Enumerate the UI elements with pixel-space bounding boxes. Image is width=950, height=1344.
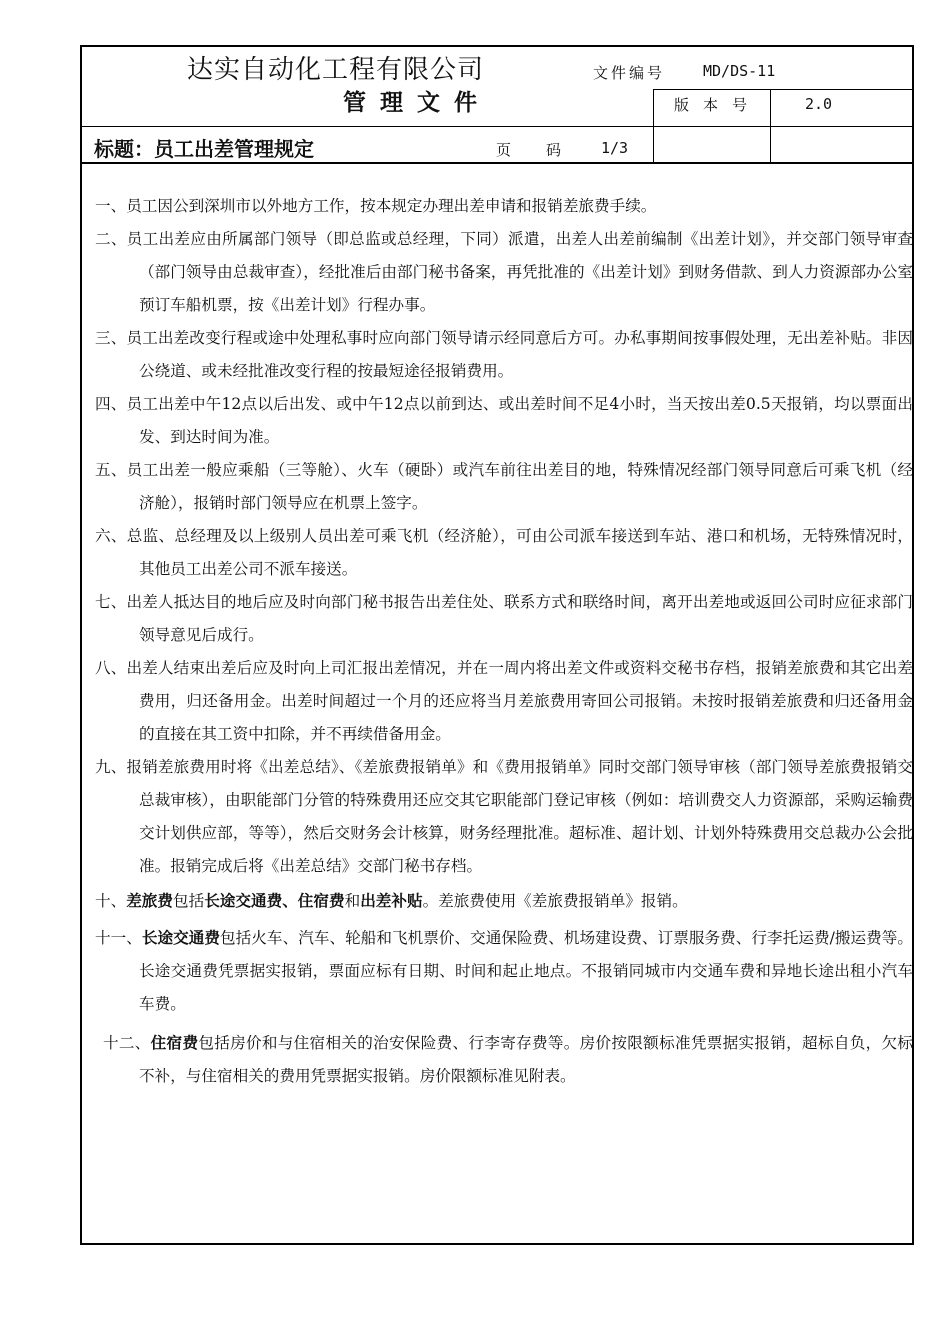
paragraph-10: [95, 885, 913, 918]
paragraph-1: 一、员工因公到深圳市以外地方工作，按本规定办理出差申请和报销差旅费手续。: [95, 197, 657, 215]
header-bottom-line: [80, 162, 914, 164]
file-number-value: MD/DS-11: [703, 62, 776, 80]
p12-term-lodging: 住宿费: [150, 1034, 199, 1052]
header-row-line-2: [653, 126, 914, 127]
p11-text: 包括火车、汽车、轮船和飞机票价、交通保险费、机场建设费、订票服务费、行李托运费/搬运费等。长途交通费凭票据实报销，票面应标有日期、时间和起止地点。不报销同城市内交通车费和异地长途出租小汽车车费。: [139, 929, 913, 1013]
paragraph-3: 三、员工出差改变行程或途中处理私事时应向部门领导请示经同意后方可。办私事期间按事假处理，无出差补贴。非因公绕道、或未经批准改变行程的按最短途径报销费用。: [95, 329, 913, 380]
page-number: 1/3: [601, 139, 629, 157]
paragraph-12: [95, 1027, 913, 1093]
p10-text-3: 。差旅费使用《差旅费报销单》报销。: [422, 892, 688, 910]
p10-text-1: 包括: [173, 892, 205, 910]
p10-term-travel-expense: 差旅费: [126, 892, 173, 910]
header-title-line: [80, 126, 653, 127]
p10-term-allowance: 出差补贴: [360, 892, 423, 910]
paragraph-4: 四、员工出差中午12点以后出发、或中午12点以前到达、或出差时间不足4小时，当天按出差0.5天报销，均以票面出发、到达时间为准。: [95, 395, 913, 446]
p10-separator: 、: [282, 892, 298, 910]
paragraph-11: [95, 922, 913, 1021]
p10-term-transport: 长途交通费: [204, 892, 283, 910]
version-label: 版本号: [674, 96, 762, 114]
paragraph-8: 八、出差人结束出差后应及时向上司汇报出差情况，并在一周内将出差文件或资料交秘书存档，报销差旅费和其它出差费用，归还备用金。出差时间超过一个月的还应将当月差旅费用寄回公司报销。未按时报销差旅费和归还备用金的直接在其工资中扣除，并不再续借备用金。: [95, 659, 913, 743]
paragraph-2: 二、员工出差应由所属部门领导（即总监或总经理，下同）派遣，出差人出差前编制《出差计划》，并交部门领导审查（部门领导由总裁审查），经批准后由部门秘书备案，再凭批准的《出差计划》到财务借款、到人力资源部办公室预订车船机票，按《出差计划》行程办事。: [95, 230, 913, 314]
header-row-line-1: [653, 89, 914, 90]
page-label: 页 码: [496, 141, 572, 159]
document-body: [95, 190, 913, 1093]
document-type: 管理文件: [343, 89, 491, 116]
p10-term-lodging: 住宿费: [297, 892, 345, 910]
version-value: 2.0: [805, 95, 833, 113]
paragraph-6: 六、总监、总经理及以上级别人员出差可乘飞机（经济舱），可由公司派车接送到车站、港口和机场，无特殊情况时，其他员工出差公司不派车接送。: [95, 527, 913, 578]
p10-prefix: 十、: [95, 892, 127, 910]
p10-text-2: 和: [344, 892, 361, 910]
paragraph-7: 七、出差人抵达目的地后应及时向部门秘书报告出差住处、联系方式和联络时间，离开出差地或返回公司时应征求部门领导意见后成行。: [95, 593, 913, 644]
p11-term-transport: 长途交通费: [141, 929, 221, 947]
p11-prefix: 十一、: [95, 929, 142, 947]
file-number-label: 文件编号: [593, 64, 666, 82]
company-name: 达实自动化工程有限公司: [187, 55, 485, 85]
paragraph-5: 五、员工出差一般应乘船（三等舱）、火车（硬卧）或汽车前往出差目的地，特殊情况经部门领导同意后可乘飞机（经济舱），报销时部门领导应在机票上签字。: [95, 461, 913, 512]
p12-text: 包括房价和与住宿相关的治安保险费、行李寄存费等。房价按限额标准凭票据实报销，超标自负，欠标不补，与住宿相关的费用凭票据实报销。房价限额标准见附表。: [139, 1034, 913, 1085]
p12-prefix: 十二、: [103, 1034, 151, 1052]
document-title: 标题：员工出差管理规定: [94, 137, 314, 161]
paragraph-9: 九、报销差旅费用时将《出差总结》、《差旅费报销单》和《费用报销单》同时交部门领导审核（部门领导差旅费报销交总裁审核），由职能部门分管的特殊费用还应交其它职能部门登记审核（例如：培训费交人力资源部，采购运输费交计划供应部，等等），然后交财务会计核算，财务经理批准。超标准、超计划、计划外特殊费用交总裁办公会批准。报销完成后将《出差总结》交部门秘书存档。: [95, 758, 913, 875]
